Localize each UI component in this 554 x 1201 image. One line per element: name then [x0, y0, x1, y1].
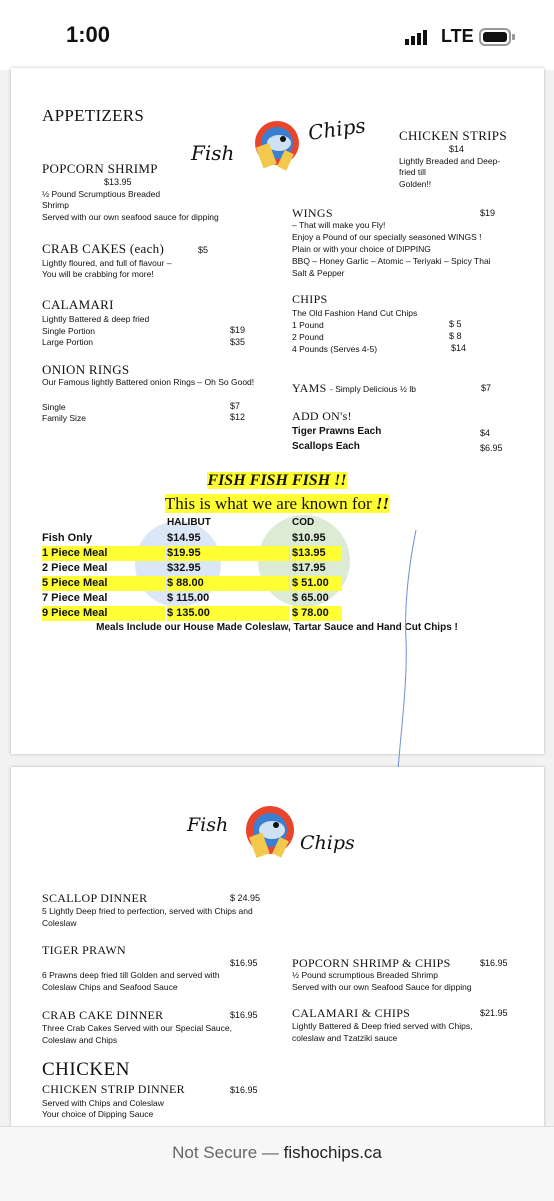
- chicken-strips-desc-3: Golden!!: [399, 179, 432, 189]
- logo2-text-fish: Fish: [187, 814, 229, 836]
- chips-price-2: $ 8: [449, 331, 462, 341]
- calamari-desc: Lightly Battered & deep fried: [42, 314, 150, 324]
- crab-dinner-desc-1: Three Crab Cakes Served with our Special Sauce,: [42, 1023, 232, 1033]
- popcorn-chips-price: $16.95: [480, 958, 508, 968]
- scallop-price: $ 24.95: [230, 893, 261, 903]
- wings-desc-2: Enjoy a Pound of our specially seasoned WINGS !: [292, 232, 482, 242]
- fish-price-table: [42, 531, 342, 621]
- fish-row-halibut: $ 135.00: [167, 606, 289, 621]
- addon-row-2: Scallops Each: [292, 441, 360, 452]
- chicken-dinner-desc-1: Served with Chips and Coleslaw: [42, 1098, 164, 1108]
- fish-row-halibut: $19.95: [167, 546, 289, 561]
- chicken-strips-title: CHICKEN STRIPS: [399, 128, 507, 143]
- yams-title: YAMS: [292, 381, 327, 395]
- popcorn-shrimp-title: POPCORN SHRIMP: [42, 161, 158, 176]
- tiger-desc-2: Coleslaw Chips and Seafood Sauce: [42, 982, 178, 992]
- chips-desc: The Old Fashion Hand Cut Chips: [292, 308, 418, 318]
- popcorn-chips-title: POPCORN SHRIMP & CHIPS: [292, 956, 451, 970]
- fish-tagline: [0, 494, 554, 514]
- fish-tagline-text: This is what we are known for: [164, 494, 372, 513]
- crab-dinner-desc-2: Coleslaw and Chips: [42, 1035, 118, 1045]
- wings-desc-4: BBQ – Honey Garlic – Atomic – Teriyaki – Spicy Thai: [292, 256, 491, 266]
- col-halibut: HALIBUT: [167, 517, 211, 528]
- addons-title: ADD ON's!: [292, 409, 352, 423]
- calamari-chips-price: $21.95: [480, 1008, 508, 1018]
- signal-icon: [405, 29, 433, 45]
- onion-single: Single: [42, 402, 66, 412]
- wings-price: $19: [480, 208, 496, 218]
- security-label: Not Secure —: [172, 1143, 279, 1162]
- logo-text-chips: Chips: [306, 113, 368, 145]
- fish-row-label: 9 Piece Meal: [42, 606, 165, 621]
- chicken-strips-desc-1: Lightly Breaded and Deep-: [399, 156, 501, 166]
- popcorn-desc-3: Served with our own seafood sauce for dipping: [42, 212, 219, 222]
- addon-price-1: $4: [480, 428, 491, 438]
- wings-desc-3: Plain or with your choice of DIPPING: [292, 244, 431, 254]
- tiger-title: TIGER PRAWN: [42, 943, 127, 957]
- scallop-desc-1: 5 Lightly Deep fried to perfection, served with Chips and: [42, 906, 253, 916]
- fish-price-row: [42, 531, 342, 546]
- wings-title: WINGS: [292, 206, 333, 220]
- scallop-title: SCALLOP DINNER: [42, 891, 148, 905]
- chicken-strips-desc-2: fried till: [399, 167, 426, 177]
- url-display[interactable]: [0, 1143, 554, 1163]
- chicken-dinner-title: CHICKEN STRIP DINNER: [42, 1082, 185, 1096]
- yams-desc: - Simply Delicious ½ lb: [330, 384, 416, 394]
- yams-price: $7: [481, 383, 492, 393]
- onion-desc: Our Famous lightly Battered onion Rings – Oh So Good!: [42, 377, 255, 387]
- chicken-strips-price: $14: [449, 144, 465, 154]
- fish-headline: [0, 472, 554, 490]
- chicken-heading: CHICKEN: [42, 1059, 130, 1080]
- appetizers-heading: APPETIZERS: [42, 106, 145, 125]
- browser-address-bar[interactable]: [0, 1126, 554, 1201]
- fish-row-cod: $17.95: [292, 562, 326, 574]
- crab-desc-1: Lightly floured, and full of flavour –: [42, 258, 172, 268]
- onion-family: Family Size: [42, 413, 86, 423]
- onion-single-price: $7: [230, 401, 241, 411]
- fish-price-row: [42, 546, 342, 561]
- url-domain: fishochips.ca: [283, 1143, 382, 1162]
- addon-row-1: Tiger Prawns Each: [292, 426, 382, 437]
- fish-row-label: 5 Piece Meal: [42, 576, 165, 591]
- popcorn-desc-2: Shrimp: [42, 200, 69, 210]
- fish-price-row: [42, 606, 342, 621]
- fish-row-label: 2 Piece Meal: [42, 562, 108, 574]
- chips-row-1: 1 Pound: [292, 320, 324, 330]
- fish-price-row: [42, 576, 342, 591]
- fish-row-cod: $13.95: [292, 546, 342, 561]
- fish-row-halibut: $14.95: [167, 532, 201, 544]
- fish-row-label: 7 Piece Meal: [42, 592, 108, 604]
- crab-cakes-price: $5: [198, 245, 209, 255]
- popcorn-chips-desc-2: Served with our own Seafood Sauce for dipping: [292, 982, 472, 992]
- chips-price-3: $14: [451, 343, 467, 353]
- crab-cakes-title: CRAB CAKES (each): [42, 241, 165, 256]
- scallop-desc-2: Coleslaw: [42, 918, 77, 928]
- fish-row-label: Fish Only: [42, 532, 93, 544]
- addon-price-2: $6.95: [480, 443, 503, 453]
- fish-row-label: 1 Piece Meal: [42, 546, 165, 561]
- logo2-text-chips: Chips: [300, 832, 355, 854]
- calamari-chips-desc-2: coleslaw and Tzatziki sauce: [292, 1033, 398, 1043]
- fish-row-halibut: $ 115.00: [167, 592, 210, 604]
- crab-dinner-price: $16.95: [230, 1010, 258, 1020]
- calamari-title: CALAMARI: [42, 297, 114, 312]
- logo-text-fish: Fish: [191, 141, 235, 165]
- tiger-price: $16.95: [230, 958, 258, 968]
- fish-price-row: [42, 561, 342, 576]
- fish-row-halibut: $ 88.00: [167, 576, 289, 591]
- fish-headline-text: FISH FISH FISH !!: [207, 472, 347, 489]
- chicken-dinner-price: $16.95: [230, 1085, 258, 1095]
- fish-note: Meals Include our House Made Coleslaw, Tartar Sauce and Hand Cut Chips !: [96, 622, 458, 633]
- onion-family-price: $12: [230, 412, 246, 422]
- tiger-desc-1: 6 Prawns deep fried till Golden and served with: [42, 970, 220, 980]
- fish-row-halibut: $32.95: [167, 562, 201, 574]
- fish-row-cod: $10.95: [292, 532, 326, 544]
- fish-tagline-mark: !!: [375, 494, 390, 513]
- chips-title: CHIPS: [292, 292, 328, 306]
- calamari-single-price: $19: [230, 325, 246, 335]
- fish-row-cod: $ 65.00: [292, 592, 329, 604]
- fish-row-cod: $ 78.00: [292, 606, 342, 621]
- calamari-single: Single Portion: [42, 326, 95, 336]
- wings-desc-5: Salt & Pepper: [292, 268, 345, 278]
- calamari-large-price: $35: [230, 337, 246, 347]
- chips-price-1: $ 5: [449, 319, 462, 329]
- chips-row-3: 4 Pounds (Serves 4-5): [292, 344, 378, 354]
- calamari-large: Large Portion: [42, 337, 94, 347]
- fish-price-row: [42, 591, 342, 606]
- status-time: 1:00: [66, 22, 111, 47]
- popcorn-shrimp-price: $13.95: [104, 177, 132, 187]
- fish-row-cod: $ 51.00: [292, 576, 342, 591]
- onion-rings-title: ONION RINGS: [42, 362, 130, 377]
- crab-dinner-title: CRAB CAKE DINNER: [42, 1008, 164, 1022]
- popcorn-desc-1: ½ Pound Scrumptious Breaded: [42, 189, 161, 199]
- calamari-chips-desc-1: Lightly Battered & Deep fried served with Chips,: [292, 1021, 473, 1031]
- wings-desc-1: – That will make you Fly!: [292, 220, 386, 230]
- chips-row-2: 2 Pound: [292, 332, 324, 342]
- col-cod: COD: [292, 517, 315, 528]
- popcorn-chips-desc-1: ½ Pound scrumptious Breaded Shrimp: [292, 970, 438, 980]
- calamari-chips-title: CALAMARI & CHIPS: [292, 1006, 411, 1020]
- battery-icon: [479, 27, 517, 47]
- chicken-dinner-desc-2: Your choice of Dipping Sauce: [42, 1109, 154, 1119]
- crab-desc-2: You will be crabbing for more!: [42, 269, 154, 279]
- network-label: LTE: [441, 26, 474, 46]
